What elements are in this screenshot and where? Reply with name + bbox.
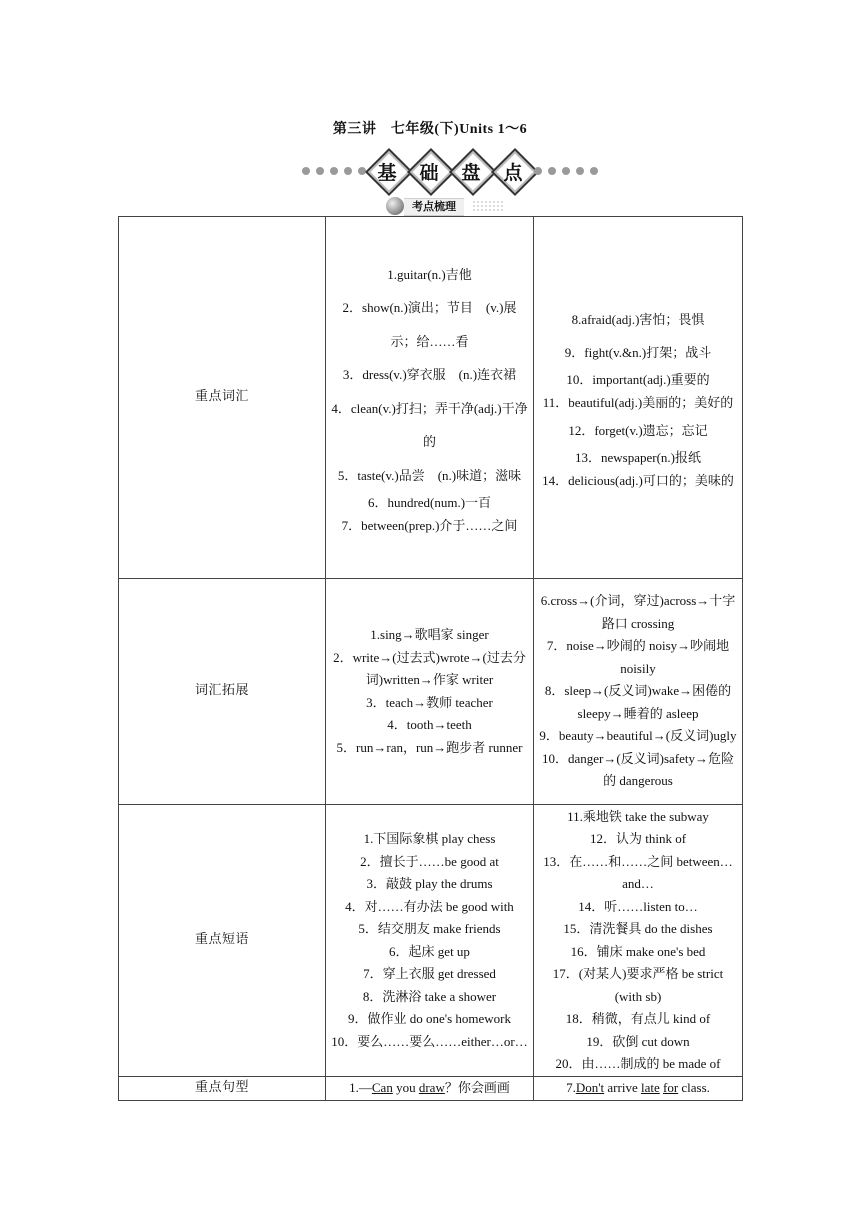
list-item: 7．between(prep.)介于……之间	[341, 517, 518, 533]
list-item: 4．tooth→teeth	[387, 717, 472, 732]
section-banner	[300, 150, 600, 192]
table-row-phrases	[119, 805, 743, 1077]
right-items-cell	[534, 805, 743, 1077]
list-item: 12．认为 think of	[589, 831, 687, 846]
list-item: 7．穿上衣服 get dressed	[363, 966, 496, 981]
category-cell: 词汇拓展	[119, 579, 326, 805]
list-item: 1.下国际象棋 play chess	[363, 831, 496, 846]
list-item: 11.乘地铁 take the subway	[567, 808, 709, 824]
list-item: 8.afraid(adj.)害怕；畏惧	[571, 312, 705, 327]
list-item: 14．delicious(adj.)可口的；美味的	[542, 472, 734, 488]
list-item: 3．dress(v.)穿衣服 (n.)连衣裙	[342, 367, 517, 383]
list-item: 2．write→(过去式)wrote→(过去分词)written→作家 writer	[333, 649, 526, 687]
page-title: 第三讲 七年级(下)Units 1～6	[332, 122, 528, 137]
knowledge-table	[118, 216, 743, 1101]
sentence-text: arrive	[604, 1080, 641, 1096]
list-item: 6．hundred(num.)一百	[367, 495, 492, 511]
list-item: 16．铺床 make one's bed	[570, 943, 706, 959]
left-items-cell	[326, 805, 534, 1077]
list-item: 17．(对某人)要求严格 be strict (with sb)	[552, 966, 724, 1004]
list-item: 15．清洗餐具 do the dishes	[563, 921, 713, 936]
left-items-cell	[326, 579, 534, 805]
right-items-cell	[534, 217, 743, 579]
list-item: 10．要么……要么……either…or…	[331, 1033, 528, 1049]
list-item: 2．show(n.)演出；节目 (v.)展示；给……看	[342, 300, 517, 349]
list-item: 10．important(adj.)重要的	[566, 372, 710, 387]
left-sentence-cell	[326, 1077, 534, 1101]
list-item: 12．forget(v.)遗忘；忘记	[568, 423, 708, 438]
sentence-prefix: 1.—	[349, 1080, 372, 1096]
list-item: 10．danger→(反义词)safety→危险的 dangerous	[541, 750, 735, 789]
list-item: 5．run→ran，run→跑步者 runner	[336, 739, 523, 755]
category-cell: 重点句型	[119, 1077, 326, 1101]
underlined-word: Don't	[575, 1080, 605, 1096]
list-item: 6．起床 get up	[389, 943, 470, 959]
table-row-extension	[119, 579, 743, 805]
list-item: 19．砍倒 cut down	[586, 1033, 690, 1049]
category-cell: 重点短语	[119, 805, 326, 1077]
table-row-sentences	[119, 1077, 743, 1101]
list-item: 1.guitar(n.)吉他	[387, 266, 472, 282]
list-item: 4．clean(v.)打扫；弄干净(adj.)干净的	[331, 400, 528, 450]
banner-char-1: 基	[377, 162, 397, 184]
underlined-word: draw	[418, 1080, 445, 1096]
list-item: 7．noise→吵闹的 noisy→吵闹地 noisily	[546, 638, 730, 676]
sentence-prefix: 7.	[566, 1080, 576, 1096]
list-item: 9．做作业 do one's homework	[347, 1011, 512, 1026]
banner-diamonds	[366, 150, 534, 192]
badge-speckle	[472, 200, 504, 212]
underlined-word: late	[640, 1080, 660, 1096]
banner-dots-right	[534, 167, 598, 175]
list-item: 18．稍微，有点儿 kind of	[565, 1011, 711, 1026]
list-item: 3．敲鼓 play the drums	[366, 876, 493, 891]
right-items-cell	[534, 579, 743, 805]
badge-ball-icon	[386, 197, 404, 215]
subtitle-label: 考点梳理	[404, 198, 464, 216]
sentence-suffix: ？你会画画	[444, 1080, 510, 1096]
list-item: 14．听……listen to…	[578, 898, 698, 914]
list-item: 6.cross→(介词，穿过)across→十字路口 crossing	[540, 593, 736, 631]
category-cell: 重点词汇	[119, 217, 326, 579]
list-item: 9．fight(v.&n.)打架；战斗	[564, 345, 712, 360]
subtitle-badge	[384, 196, 504, 216]
list-item: 1.sing→歌唱家 singer	[370, 627, 489, 642]
list-item: 8．洗淋浴 take a shower	[362, 988, 497, 1004]
left-items-cell	[326, 217, 534, 579]
table-row-vocabulary	[119, 217, 743, 579]
list-item: 3．teach→教师 teacher	[366, 694, 493, 710]
list-item: 9．beauty→beautiful→(反义词)ugly	[539, 728, 737, 744]
banner-char-4: 点	[503, 162, 523, 184]
list-item: 2．擅长于……be good at	[360, 853, 499, 869]
underlined-word: for	[662, 1080, 679, 1096]
underlined-word: Can	[371, 1080, 393, 1096]
banner-dots-left	[302, 167, 366, 175]
list-item: 4．对……有办法 be good with	[345, 898, 514, 914]
list-item: 20．由……制成的 be made of	[555, 1056, 721, 1071]
list-item: 13．在……和……之间 between…and…	[543, 853, 733, 891]
sentence-suffix: class.	[678, 1080, 710, 1096]
list-item: 13．newspaper(n.)报纸	[575, 450, 701, 465]
banner-char-3: 盘	[461, 162, 481, 184]
sentence-text: you	[392, 1080, 419, 1096]
banner-char-2: 础	[419, 162, 439, 184]
list-item: 5．结交朋友 make friends	[358, 921, 501, 936]
right-sentence-cell	[534, 1077, 743, 1101]
list-item: 11．beautiful(adj.)美丽的；美好的	[542, 394, 734, 410]
list-item: 5．taste(v.)品尝 (n.)味道；滋味	[337, 467, 522, 483]
list-item: 8．sleep→(反义词)wake→困倦的 sleepy→睡着的 asleep	[544, 683, 732, 721]
